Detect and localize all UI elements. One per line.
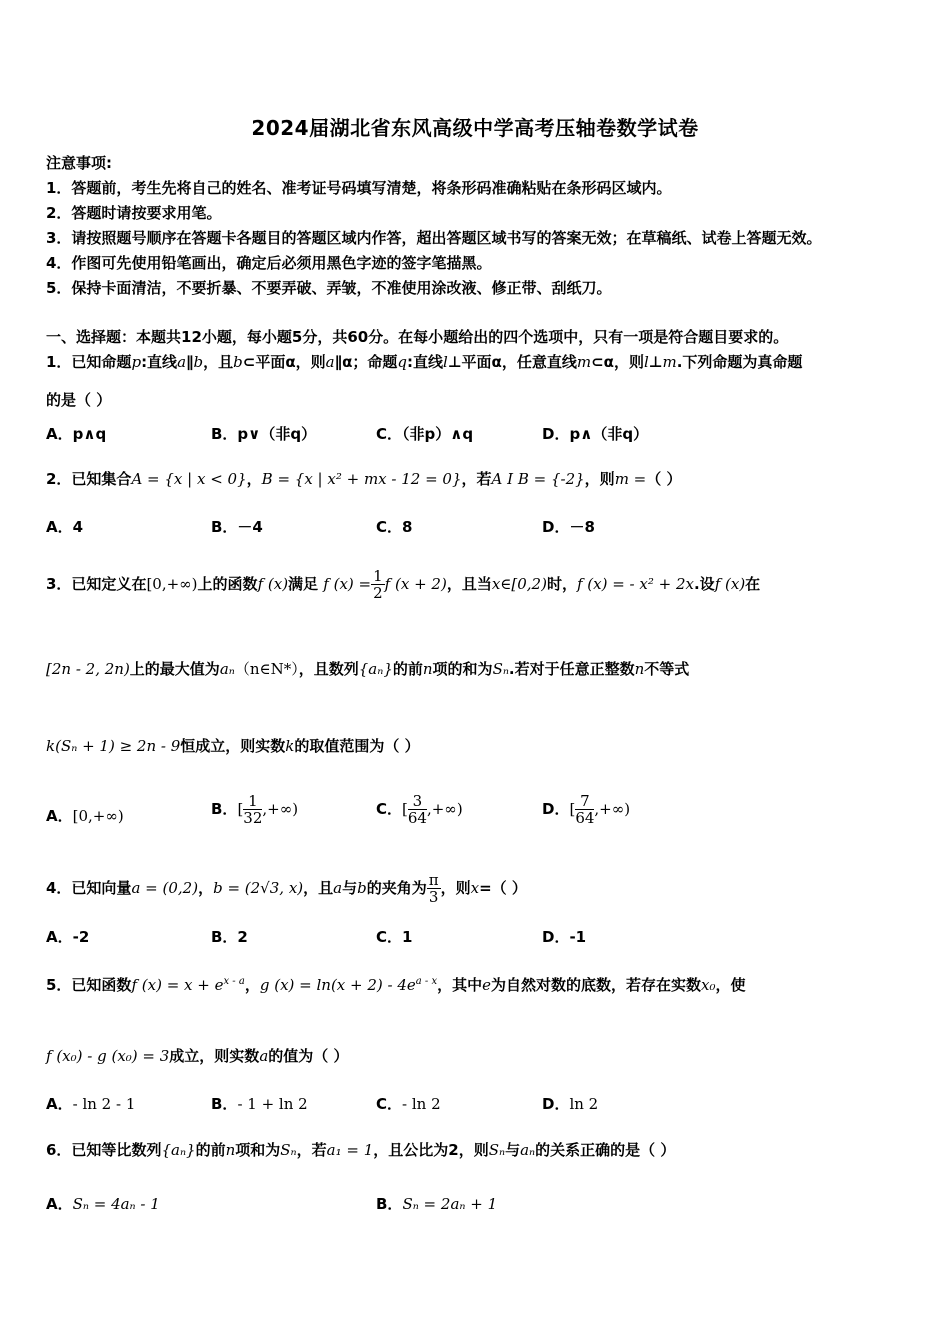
q3-option-b: B．[ $\frac{1}{32}$ ,+∞) (211, 792, 299, 827)
q1-option-b: B．p∨（非q） (211, 425, 317, 443)
q4-option-c: C．1 (376, 928, 413, 946)
question-4: 4．已知向量a = (0,2)，b = (2√3, x)，且a与b的夹角为 $\frac{\pi}{3}$ ，则x=（ ） (46, 871, 527, 906)
q2-option-a: A．4 (46, 518, 84, 536)
question-3-line-3: k(Sₙ + 1) ≥ 2n - 9恒成立，则实数k的取值范围为（ ） (46, 737, 420, 755)
section-heading: 一、选择题：本题共12小题，每小题5分，共60分。在每小题给出的四个选项中，只有一项是符合题目要求的。 (46, 328, 789, 346)
page-title: 2024届湖北省东风高级中学高考压轴卷数学试卷 (251, 116, 699, 140)
q5-option-a: A．- ln 2 - 1 (46, 1095, 136, 1113)
question-1-line-1: 1．已知命题p:直线a∥b，且b⊂平面α，则a∥α；命题q:直线l⊥平面α，任意直线m⊂α，则l⊥m.下列命题为真命题 (46, 353, 803, 371)
q2-option-d: D．－8 (542, 518, 595, 536)
question-5-line-2: f (x₀) - g (x₀) = 3成立，则实数a的值为（ ） (46, 1047, 349, 1065)
q4-option-d: D．-1 (542, 928, 587, 946)
notice-item-5: 5．保持卡面清洁，不要折暴、不要弄破、弄皱，不准使用涂改液、修正带、刮纸刀。 (46, 279, 612, 297)
q3-option-c: C．[ $\frac{3}{64}$ ,+∞) (376, 792, 463, 827)
q6-option-a: A．Sₙ = 4aₙ - 1 (46, 1195, 160, 1213)
question-6: 6．已知等比数列{aₙ}的前n项和为Sₙ，若a₁ = 1，且公比为2，则Sₙ与aₙ的关系正确的是（ ） (46, 1141, 676, 1159)
q1-option-c: C．（非p）∧q (376, 425, 474, 443)
q3-option-a: A．[0,+∞) (46, 807, 124, 825)
q5-option-c: C．- ln 2 (376, 1095, 441, 1113)
notice-item-4: 4．作图可先使用铅笔画出，确定后必须用黑色字迹的签字笔描黑。 (46, 254, 492, 272)
notice-item-2: 2．答题时请按要求用笔。 (46, 204, 222, 222)
q2-option-b: B．－4 (211, 518, 263, 536)
q4-option-a: A．-2 (46, 928, 90, 946)
q1-option-a: A．p∧q (46, 425, 107, 443)
q5-option-d: D．ln 2 (542, 1095, 599, 1113)
notice-heading: 注意事项: (46, 154, 112, 172)
q6-option-b: B．Sₙ = 2aₙ + 1 (376, 1195, 498, 1213)
question-3-line-2: [2n - 2, 2n)上的最大值为aₙ（n∈N*），且数列{aₙ}的前n项的和为Sₙ.若对于任意正整数n不等式 (46, 660, 690, 678)
q1-option-d: D．p∧（非q） (542, 425, 649, 443)
q5-option-b: B．- 1 + ln 2 (211, 1095, 308, 1113)
notice-item-1: 1．答题前，考生先将自己的姓名、准考证号码填写清楚，将条形码准确粘贴在条形码区域内。 (46, 179, 672, 197)
question-3-line-1: 3．已知定义在[0,+∞)上的函数f (x)满足 f (x) = $\frac{1}{2}$ f (x + 2)，且当x∈[0,2)时，f (x) = - x² + 2x.设f (x)在 (46, 567, 761, 602)
question-2: 2．已知集合A = {x | x < 0}，B = {x | x² + mx - 12 = 0}，若A I B = {-2}，则m =（ ） (46, 470, 682, 488)
q4-option-b: B．2 (211, 928, 248, 946)
notice-item-3: 3．请按照题号顺序在答题卡各题目的答题区域内作答，超出答题区域书写的答案无效；在草稿纸、试卷上答题无效。 (46, 229, 822, 247)
q3-option-d: D．[ $\frac{7}{64}$ ,+∞) (542, 792, 631, 827)
q2-option-c: C．8 (376, 518, 413, 536)
question-5-line-1: 5．已知函数f $(x) = x + e^{x - a}$，g $(x) = \ln(x + 2) - 4e^{a - x}$，其中e为自然对数的底数，若存在实数x₀，使 (46, 976, 746, 994)
question-1-line-2: 的是（ ） (46, 391, 112, 409)
